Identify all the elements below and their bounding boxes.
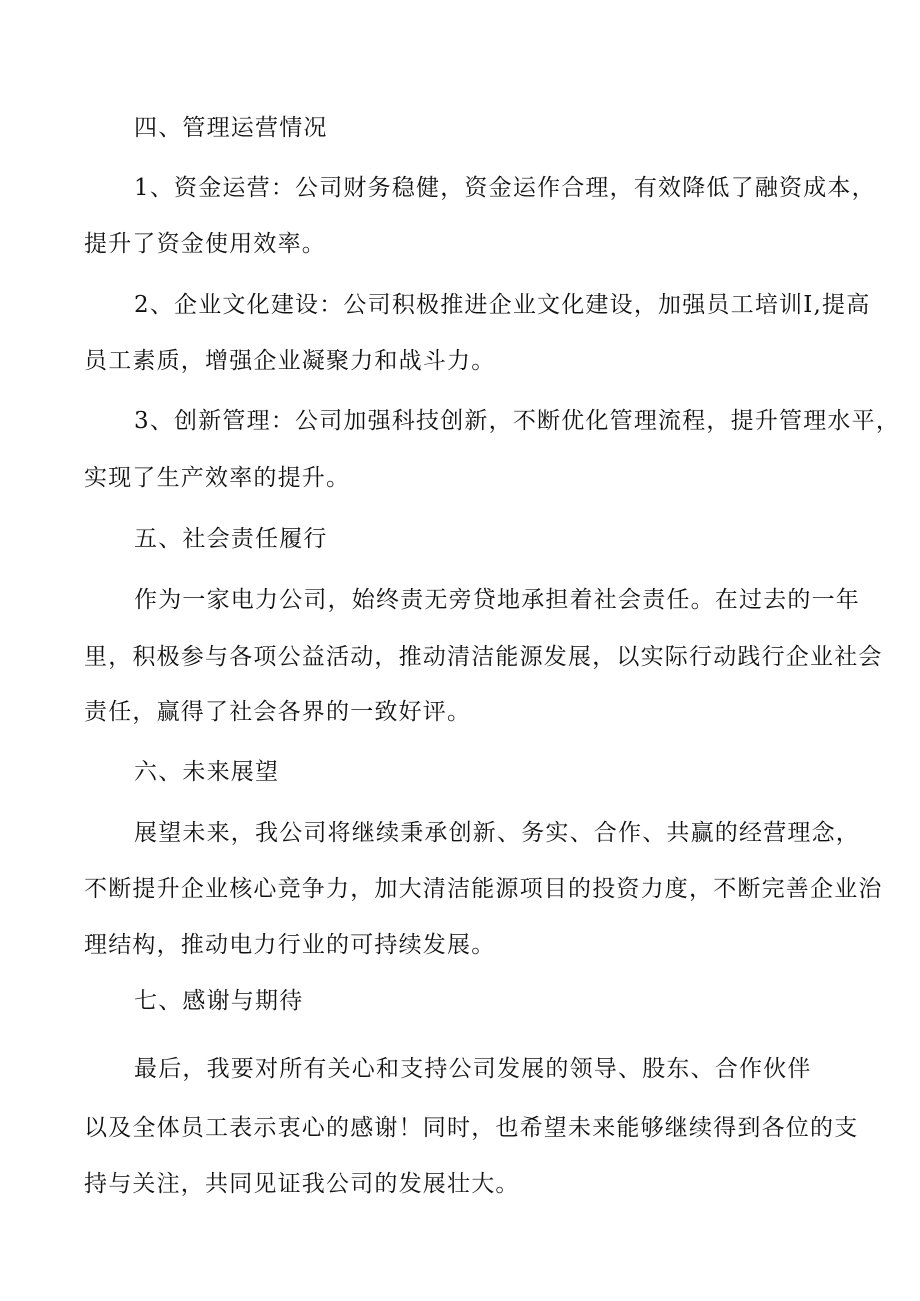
paragraph-line: 不断提升企业核心竞争力，加大清洁能源项目的投资力度，不断完善企业治 [84,876,883,902]
paragraph-line: 展望未来，我公司将继续秉承创新、务实、合作、共赢的经营理念， [134,820,860,846]
paragraph-line: 持与关注，共同见证我公司的发展壮大。 [84,1171,520,1197]
paragraph-line: 3、创新管理：公司加强科技创新，不断优化管理流程，提升管理水平， [134,408,901,434]
paragraph-line: 提升了资金使用效率。 [84,231,326,257]
section-heading-outlook: 六、未来展望 [134,759,280,785]
section-heading-thanks: 七、感谢与期待 [134,988,304,1014]
paragraph-line: 员工素质，增强企业凝聚力和战斗力。 [84,348,496,374]
paragraph-line: 最后，我要对所有关心和支持公司发展的领导、股东、合作伙伴 [134,1056,812,1082]
paragraph-line: 里，积极参与各项公益活动，推动清洁能源发展，以实际行动践行企业社会 [84,644,883,670]
paragraph-line: 理结构，推动电力行业的可持续发展。 [84,932,496,958]
paragraph-line: 2、企业文化建设：公司积极推进企业文化建设，加强员工培训I,提高 [134,292,871,318]
paragraph-line: 实现了生产效率的提升。 [84,465,351,491]
section-heading-management: 四、管理运营情况 [134,115,328,141]
section-heading-social-responsibility: 五、社会责任履行 [134,526,328,552]
paragraph-line: 作为一家电力公司，始终责无旁贷地承担着社会责任。在过去的一年 [134,587,860,613]
paragraph-line: 以及全体员工表示衷心的感谢！同时，也希望未来能够继续得到各位的支 [84,1115,859,1141]
paragraph-line: 1、资金运营：公司财务稳健，资金运作合理，有效降低了融资成本， [134,175,876,201]
paragraph-line: 责任，赢得了社会各界的一致好评。 [84,699,472,725]
